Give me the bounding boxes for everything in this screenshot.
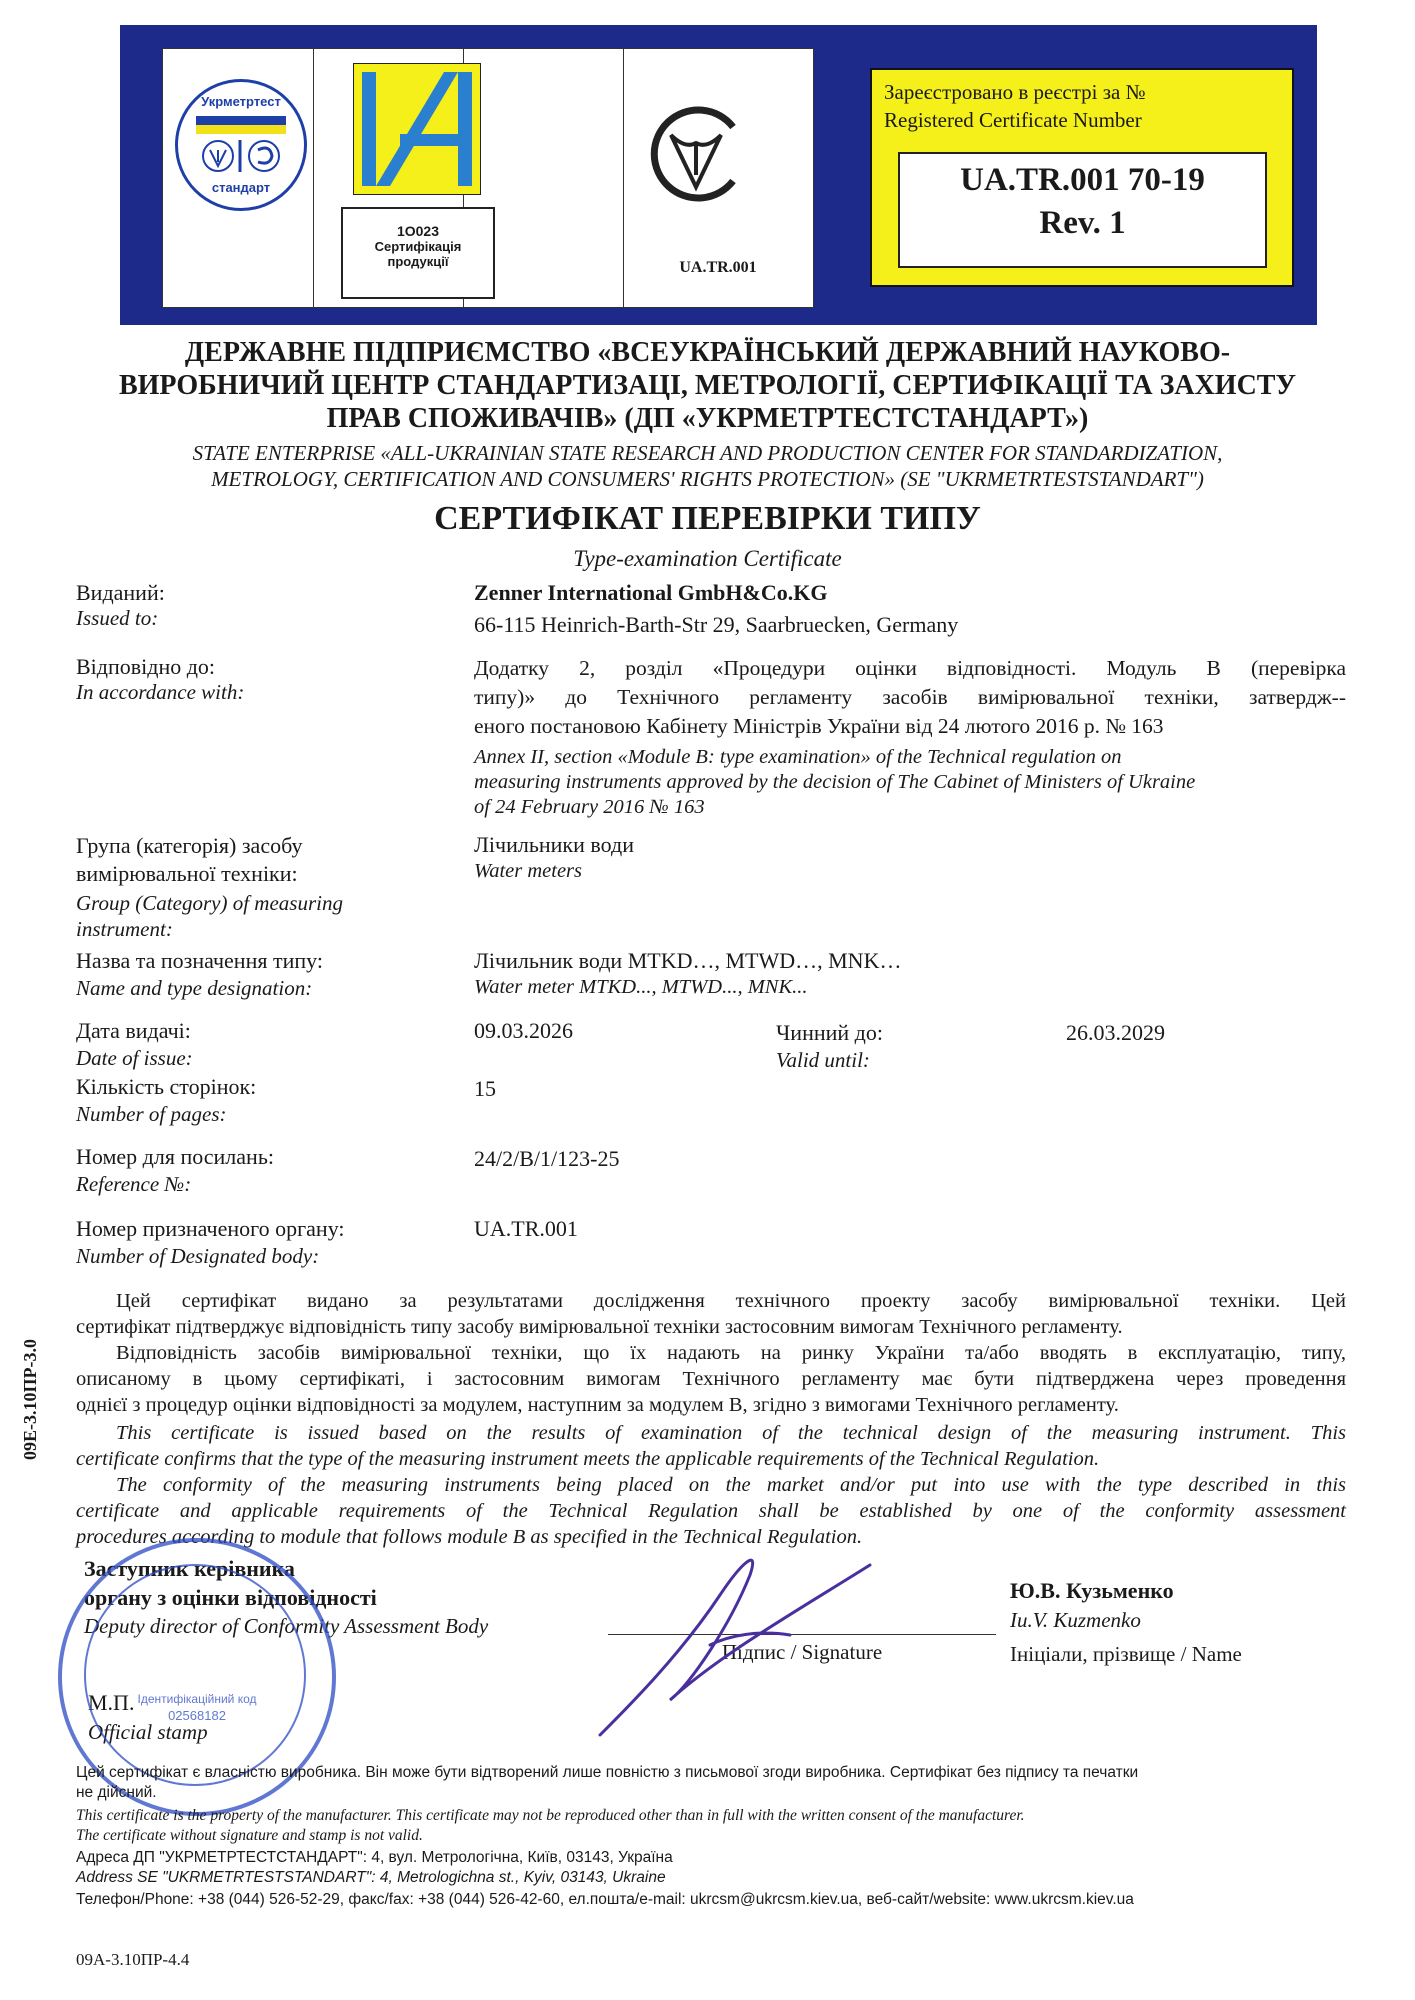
code-box-line1: 1O023 [396,223,440,239]
stamp-code-label: Ідентифікаційний код [137,1692,257,1706]
registry-label-en: Registered Certificate Number [884,108,1142,132]
org-name-ua-line2: ВИРОБНИЧИЙ ЦЕНТР СТАНДАРТИЗАЦІ, МЕТРОЛОГІЇ, СЕРТИФІКАЦІЇ ТА ЗАХИСТУ [118,370,1297,401]
statement-en-p2-line1: The conformity of the measuring instruments being placed on the market and/or put into use with the type described in this [116,1474,1346,1496]
group-label-en [76,890,343,942]
footer-notice-en-line1: This certificate is the property of the manufacturer. This certificate may not be reproduced other than in full with the written consent of the manufacturer. [76,1807,1025,1824]
body-label-ua: Номер призначеного органу: [76,1216,345,1241]
statement-en-p1-line2: certificate confirms that the type of the measuring instrument meets the applicable requirements of the Technical Regulation. [76,1448,1100,1470]
accordance-value-ua-line1: Додатку 2, розділ «Процедури оцінки відповідності. Модуль В (перевірка [474,656,1346,680]
group-label-en-line1: Group (Category) of measuring [76,891,343,915]
side-form-code: 09Е-3.10ПР-3.0 [20,1339,40,1460]
reference-label-ua: Номер для посилань: [76,1144,274,1169]
footer-contacts: Телефон/Phone: +38 (044) 526-52-29, факс/fax: +38 (044) 526-42-60, ел.пошта/e-mail: ukrcsm@ukrcsm.kiev.ua, веб-сайт/website: www.ukrcsm.kiev.ua [76,1891,1134,1908]
statement-ua-p1-line2: сертифікат підтверджує відповідність типу засобу вимірювальної техніки застосовним вимогам Технічного регламенту. [76,1316,1123,1338]
name-label: Ініціали, прізвище / Name [1010,1642,1242,1666]
type-value-en: Water meter MTKD..., MTWD..., MNK... [474,976,808,998]
footer-notice-ua [76,1763,1351,1803]
footer-notice-en [76,1806,1351,1846]
type-value-ua: Лічильник води MTKD…, MTWD…, MNK… [474,948,902,973]
org-name-en-line2: METROLOGY, CERTIFICATION AND CONSUMERS' RIGHTS PROTECTION» (SE "UKRMETRTESTSTANDART") [211,467,1204,491]
form-code: 09A-3.10ПР-4.4 [76,1950,190,1969]
reference-label-en: Reference №: [76,1172,192,1196]
handwritten-signature [560,1535,890,1745]
statement-ua-p2-line1: Відповідність засобів вимірювальної техніки, що їх надають на ринку України та/або вводять в експлуатацію, типу, [116,1342,1346,1364]
statement-en-p1-line1: This certificate is issued based on the results of examination of the technical design of the measuring instrument. This [116,1422,1346,1444]
signer-role-ua-line2: органу з оцінки відповідності [84,1585,377,1610]
stamp-label-en: Official stamp [88,1720,208,1744]
org-name-en [60,440,1355,492]
signer-role-ua-line1: Заступник керівника [84,1556,295,1581]
footer-notice-ua-line2: не дійсний. [76,1784,157,1801]
valid-label-ua: Чинний до: [776,1020,883,1045]
certification-mark-logo [353,63,481,195]
logo-stripe-blue [196,116,286,125]
group-label-ua-line1: Група (категорія) засобу [76,833,303,858]
statement-en-p2-line2: certificate and applicable requirements of the Technical Regulation shall be established by one of the conformity assessment [76,1500,1346,1522]
accordance-value-en-line1: Annex II, section «Module B: type examination» of the Technical regulation on [474,746,1122,768]
certification-code-box [341,207,495,299]
valid-label-en: Valid until: [776,1048,870,1072]
statement-ua-p1-line1: Цей сертифікат видано за результатами дослідження технічного проекту засобу вимірювальної техніки. Цей [116,1290,1346,1312]
group-value-ua: Лічильники води [474,832,634,857]
statement-en-p2-line3: procedures according to module that follows module B as specified in the Technical Regulation. [76,1526,863,1548]
registry-label-ua: Зареєстровано в реєстрі за № [884,80,1146,104]
date-value: 09.03.2026 [474,1018,573,1043]
accordance-value-ua-line2: типу)» до Технічного регламенту засобів вимірювальної техніки, затвердж-- [474,685,1346,709]
date-label-en: Date of issue: [76,1046,193,1070]
statement-ua [76,1288,1346,1418]
statement-ua-p2-line3: однієї з процедур оцінки відповідності за модулем, наступним за модулем В, згідно з вимогами Технічного регламенту. [76,1394,1119,1416]
accordance-label-en: In accordance with: [76,680,245,704]
logo-panel [162,48,814,308]
accordance-value-en-line2: measuring instruments approved by the decision of The Cabinet of Ministers of Ukraine [474,771,1196,793]
ukrmetrteststandart-logo [175,79,307,211]
signature-label: Підпис / Signature [721,1640,883,1664]
group-label-ua [76,832,302,888]
code-box-line3: продукції [387,254,449,269]
ia-mark-icon [354,64,480,194]
issued-label-en: Issued to: [76,606,159,630]
registry-rev: Rev. 1 [1039,205,1126,241]
pages-label-en: Number of pages: [76,1102,227,1126]
date-label-ua: Дата видачі: [76,1018,191,1043]
accordance-value-en-line3: of 24 February 2016 № 163 [474,796,705,818]
org-name-ua [60,336,1355,435]
body-label-en: Number of Designated body: [76,1244,320,1268]
body-value: UA.TR.001 [474,1216,578,1241]
org-name-ua-line3: ПРАВ СПОЖИВАЧІВ» (ДП «УКРМЕТРТЕСТСТАНДАРТ») [326,403,1089,434]
stamp-label-ua: М.П. [88,1690,135,1715]
tr-mark-code: UA.TR.001 [679,259,757,276]
statement-en [76,1420,1346,1550]
registry-panel [870,68,1294,287]
accordance-value-en [474,745,1346,820]
signer-name-ua: Ю.В. Кузьменко [1010,1578,1174,1603]
logo-stripe-yellow [196,125,286,134]
registry-number: UA.TR.001 70-19 [960,162,1205,198]
type-label-en: Name and type designation: [76,976,313,1000]
stamp-code: 02568182 [168,1708,226,1723]
issued-name: Zenner International GmbH&Co.KG [474,580,828,605]
footer-notice-ua-line1: Цей сертифікат є власністю виробника. Він може бути відтворений лише повністю з письмової згоди виробника. Сертифікат без підпису та печатки [76,1764,1139,1781]
group-label-ua-line2: вимірювальної техніки: [76,861,298,886]
certificate-title: СЕРТИФІКАТ ПЕРЕВІРКИ ТИПУ [434,500,981,537]
issued-address: 66-115 Heinrich-Barth-Str 29, Saarbruecken, Germany [474,612,959,637]
logo-mark-icon [196,136,286,176]
logo-top-text: Укрметртест [201,94,281,109]
issued-label-ua: Виданий: [76,580,165,605]
group-value-en: Water meters [474,860,582,882]
certificate-subtitle: Type-examination Certificate [573,546,842,571]
signer-role-en: Deputy director of Conformity Assessment Body [84,1614,489,1638]
ua-conformity-mark-icon [641,99,751,209]
type-label-ua: Назва та позначення типу: [76,948,323,973]
statement-ua-p2-line2: описаному в цьому сертифікаті, і застосовним вимогам Технічного регламенту має бути підтверджена через проведення [76,1368,1346,1390]
org-name-en-line1: STATE ENTERPRISE «ALL-UKRAINIAN STATE RESEARCH AND PRODUCTION CENTER FOR STANDARDIZATION, [192,441,1223,465]
accordance-value-ua-line3: еного постановою Кабінету Міністрів України від 24 лютого 2016 р. № 163 [474,714,1164,738]
code-box-line2: Сертифікація [374,239,462,254]
accordance-label-ua: Відповідно до: [76,654,216,679]
valid-value: 26.03.2029 [1066,1020,1165,1045]
org-name-ua-line1: ДЕРЖАВНЕ ПІДПРИЄМСТВО «ВСЕУКРАЇНСЬКИЙ ДЕРЖАВНИЙ НАУКОВО- [184,337,1231,368]
group-label-en-line2: instrument: [76,917,173,941]
signer-name-en: Iu.V. Kuzmenko [1010,1608,1141,1632]
footer-address-en: Address SE "UKRMETRTESTSTANDART": 4, Metrologichna st., Kyiv, 03143, Ukraine [76,1869,666,1886]
registry-number-box [898,152,1267,268]
accordance-value-ua [474,654,1346,741]
footer-notice-en-line2: The certificate without signature and stamp is not valid. [76,1827,423,1844]
pages-label-ua: Кількість сторінок: [76,1074,257,1099]
pages-value: 15 [474,1076,496,1101]
footer-address-ua: Адреса ДП "УКРМЕТРТЕСТСТАНДАРТ": 4, вул. Метрологічна, Київ, 03143, Україна [76,1849,673,1866]
reference-value: 24/2/B/1/123-25 [474,1146,620,1171]
logo-bottom-text: стандарт [211,180,271,195]
